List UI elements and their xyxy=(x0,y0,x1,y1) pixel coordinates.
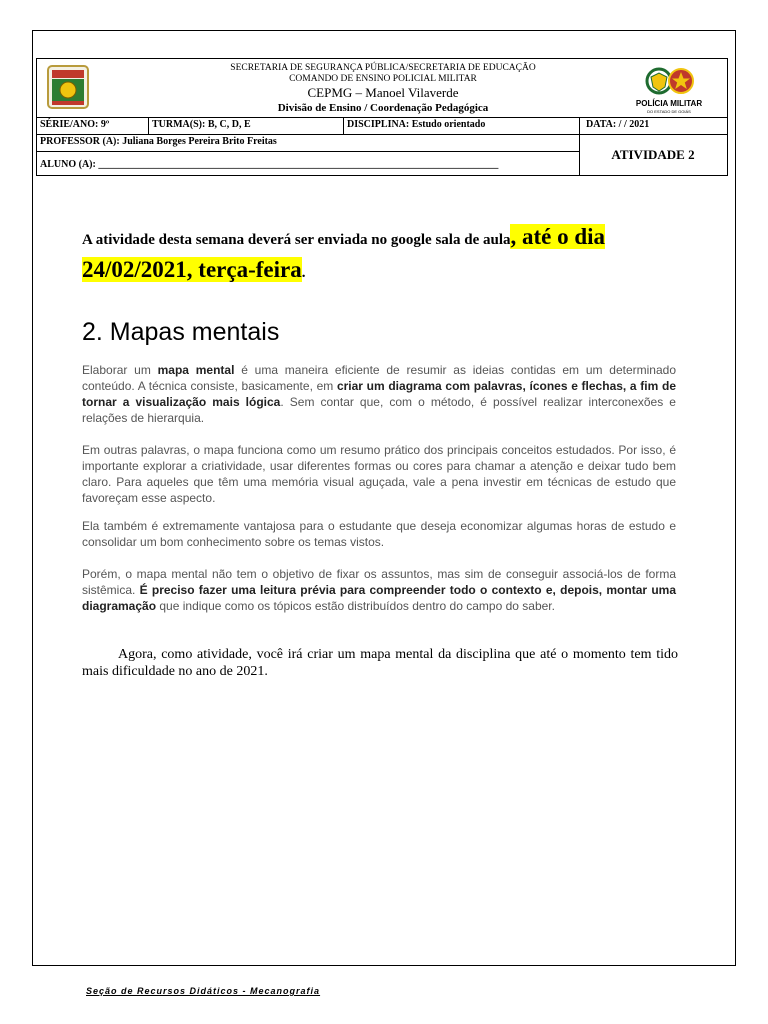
paragraph-3: Ela também é extremamente vantajosa para o estudante que deseja economizar algumas horas de estudo e consolidar um bom conhecimento sobre os temas vistos. xyxy=(82,519,676,549)
division-name: Divisão de Ensino / Coordenação Pedagógica xyxy=(277,102,489,114)
aluno-field[interactable]: ALUNO (A): ________________________________________________________________________________ xyxy=(40,159,499,170)
school-name: CEPMG – Manoel Vilaverde xyxy=(307,85,459,100)
atividade-label: ATIVIDADE 2 xyxy=(611,147,695,162)
paragraph-4 xyxy=(82,566,676,614)
intro-end: . xyxy=(301,265,306,281)
header-table xyxy=(36,58,728,176)
professor-field: PROFESSOR (A): Juliana Borges Pereira Brito Freitas xyxy=(40,136,277,147)
paragraph-4-bold: É preciso fazer uma leitura prévia para compreender todo o contexto e, depois, montar uma diagramação xyxy=(82,583,676,613)
paragraph-1-part: Elaborar um xyxy=(82,363,158,377)
deadline-highlight: , até o dia 24/02/2021, terça-feira xyxy=(82,224,606,282)
divider xyxy=(37,151,579,152)
turma-field: TURMA(S): B, C, D, E xyxy=(152,119,251,130)
policia-militar-logo-icon xyxy=(629,63,709,117)
header-line-1: SECRETARIA DE SEGURANÇA PÚBLICA/SECRETARIA DE EDUCAÇÃO xyxy=(230,63,536,73)
intro-paragraph xyxy=(82,222,692,288)
paragraph-1-bold: criar um diagrama com palavras, ícones e flechas, a fim de tornar a visualização mais lógica xyxy=(82,379,676,409)
paragraph-1-part: . Sem contar que, com o método, é possível realizar interconexões e relações de hierarquia. xyxy=(82,395,676,425)
intro-text: A atividade desta semana deverá ser enviada no google sala de aula xyxy=(82,232,511,248)
section-title: 2. Mapas mentais xyxy=(82,318,280,346)
header-text xyxy=(117,63,649,115)
paragraph-4-part: que indique como os tópicos estão distribuídos dentro do campo do saber. xyxy=(156,599,555,613)
paragraph-2: Em outras palavras, o mapa funciona como um resumo prático dos principais conceitos estudados. Por isso, é importante explorar a criatividade, usar diferentes formas ou cores para chamar a atenção e deixar tudo bem claro. Para aqueles que têm uma memória visual aguçada, vale a pena investir em técnicas de estudo que favoreçam esse aspecto. xyxy=(82,443,676,505)
paragraph-1-bold: mapa mental xyxy=(157,363,235,377)
serie-field: SÉRIE/ANO: 9º xyxy=(40,119,110,130)
logo-text: POLÍCIA MILITAR xyxy=(635,99,703,108)
logo-subtext: DO ESTADO DE GOIÁS xyxy=(647,109,691,114)
header-line-2: COMANDO DE ENSINO POLICIAL MILITAR xyxy=(289,74,477,84)
paragraph-1-part: é uma maneira eficiente de resumir as ideias contidas em um determinado conteúdo. A técnica consiste, basicamente, em xyxy=(82,363,676,393)
school-crest-icon xyxy=(47,65,89,109)
paragraph-4-part: Porém, o mapa mental não tem o objetivo de fixar os assuntos, mas sim de conseguir associá-los de forma sistêmica. xyxy=(82,567,676,597)
activity-instruction: Agora, como atividade, você irá criar um mapa mental da disciplina que até o momento tem tido mais dificuldade no ano de 2021. xyxy=(82,647,678,679)
paragraph-1 xyxy=(82,362,676,426)
header-title-row xyxy=(37,59,727,118)
divider xyxy=(579,117,580,175)
data-field[interactable]: DATA: / / 2021 xyxy=(586,119,650,130)
footer-text: Seção de Recursos Didáticos - Mecanografia xyxy=(86,986,321,996)
disciplina-field: DISCIPLINA: Estudo orientado xyxy=(347,119,486,130)
